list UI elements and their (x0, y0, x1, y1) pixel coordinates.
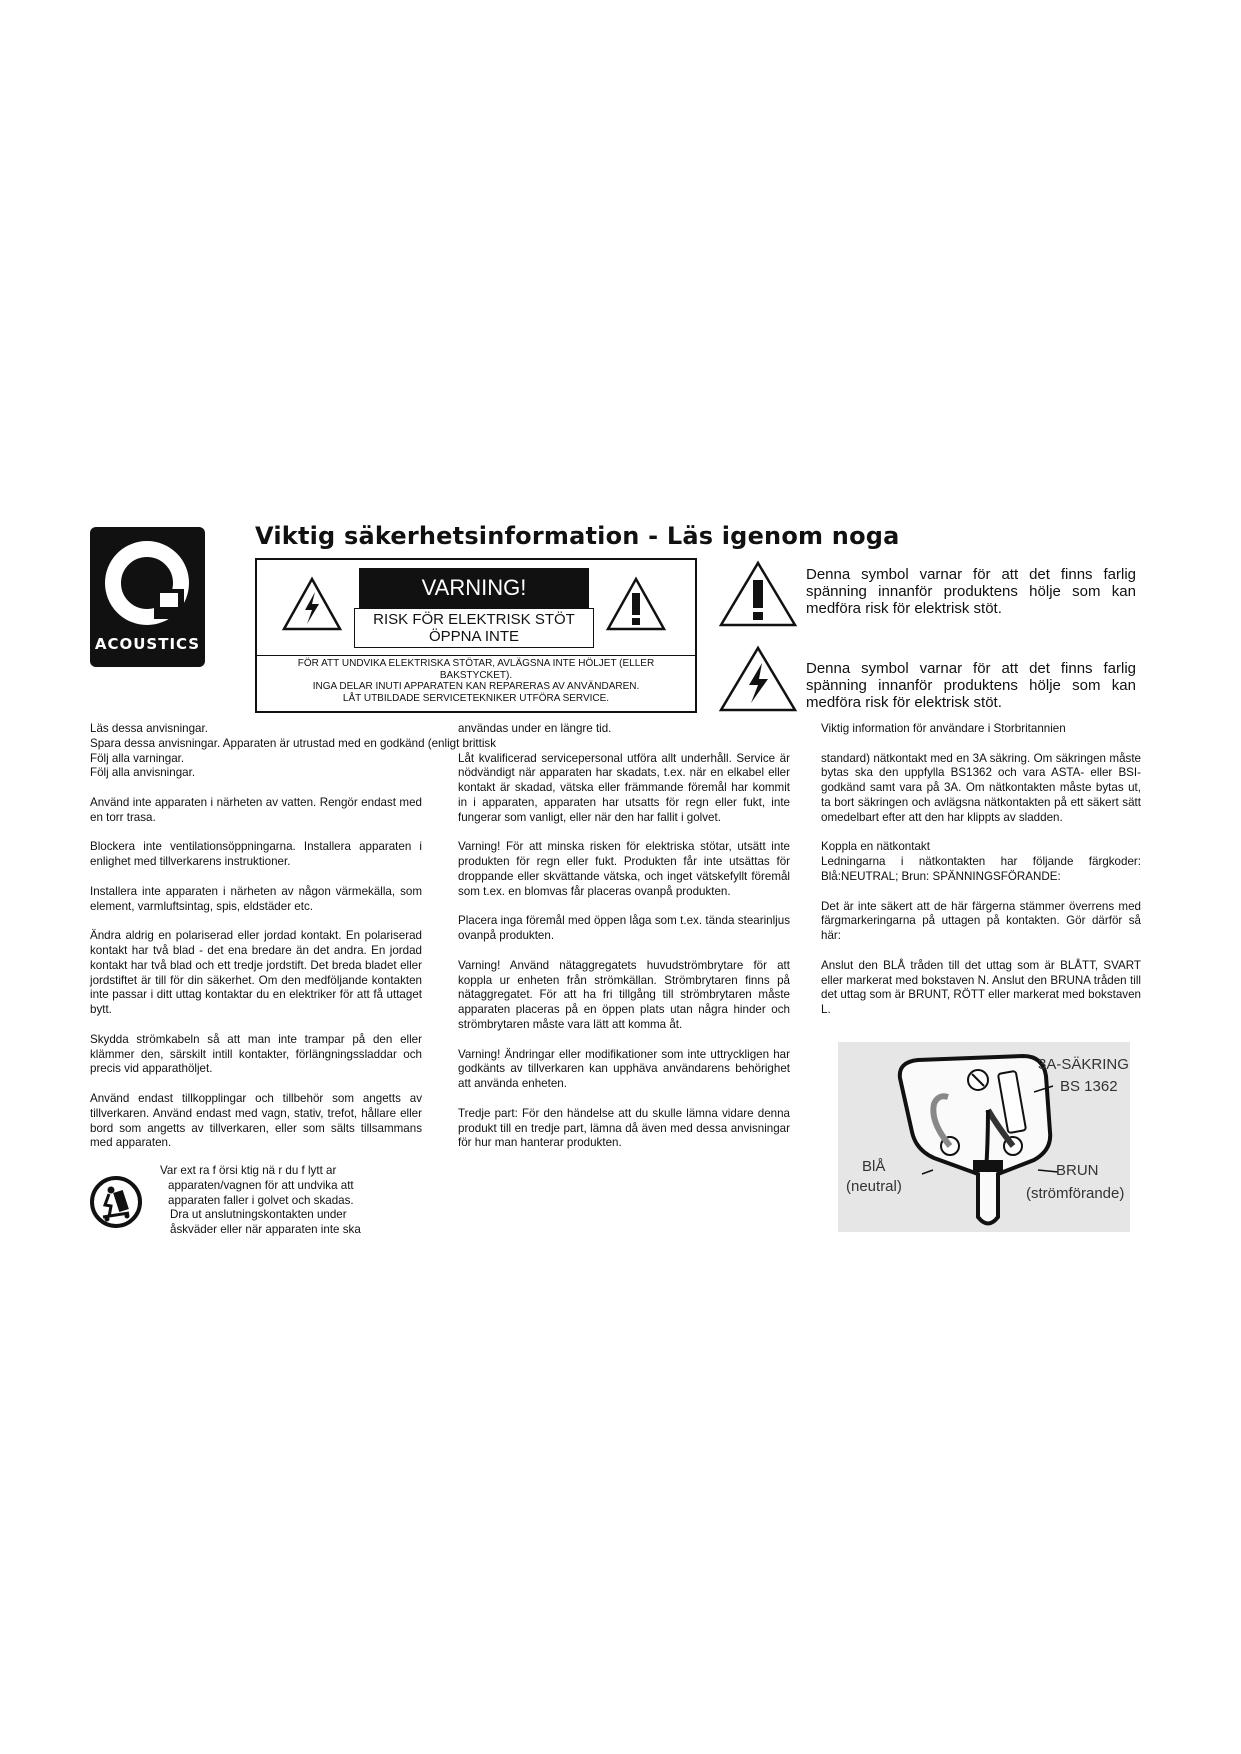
lightning-warning-icon (281, 576, 343, 632)
exclamation-symbol-icon (718, 560, 798, 628)
cart-warning-text (160, 1164, 420, 1238)
cart-line-4: Dra ut anslutningskontakten under (170, 1208, 347, 1222)
warning-small-line-1: FÖR ATT UNDVIKA ELEKTRISKA STÖTAR, AVLÄGSNA INTE HÖLJET (ELLER (297, 658, 655, 669)
warning-box (255, 558, 697, 713)
cart-tipover-warning-icon (89, 1175, 143, 1229)
column-2 (458, 722, 790, 1166)
warning-small-line-2: BAKSTYCKET). (439, 669, 513, 681)
brown-wire-label: BRUN (1056, 1162, 1099, 1179)
col1-paragraph-2: Använd inte apparaten i närheten av vatten. Rengör endast med en torr trasa. (90, 795, 422, 824)
col2-paragraph-4: Placera inga föremål med öppen låga som t.ex. tända stearinljus ovanpå produkten. (458, 914, 790, 943)
risk-line-2: ÖPPNA INTE (428, 628, 520, 645)
logo-text: ACOUSTICS (94, 635, 201, 653)
column-3 (821, 722, 1141, 1033)
exclamation-warning-icon (605, 576, 667, 632)
lightning-symbol-icon (718, 645, 798, 713)
q-logo-icon (102, 533, 193, 633)
risk-label (354, 608, 594, 648)
cart-line-5: åskväder eller när apparaten inte ska (170, 1223, 361, 1237)
col1-line-2: Spara dessa anvisningar. Apparaten är utrustad med en godkänd (enligt brittisk (90, 736, 497, 750)
warning-divider (257, 655, 695, 656)
warning-small-text (261, 658, 691, 704)
cart-line-2: apparaten/vagnen för att undvika att (168, 1178, 354, 1192)
blue-wire-label: BlÅ (862, 1158, 886, 1175)
col2-paragraph-2: Låt kvalificerad servicepersonal utföra allt underhåll. Service är nödvändigt när apparaten har skadats, t.ex. när en elkabel eller kontakt är skadad, vätska eller främmande föremål har kommit in i apparaten, apparaten har utsatts för regn eller fukt, inte fungerar som vanligt, eller när den har fallit i golvet. (458, 751, 790, 824)
blue-wire-sub-label: (neutral) (846, 1178, 902, 1195)
cart-line-3: apparaten faller i golvet och skadas. (168, 1193, 354, 1207)
col2-line-1: användas under en längre tid. (458, 722, 612, 735)
lightning-symbol-text: Denna symbol varnar för att det finns farlig spänning innanför produktens hölje som kan medföra risk för elektrisk stöt. (806, 660, 1136, 711)
col2-paragraph-5: Varning! Använd nätaggregatets huvudströmbrytare för att koppla ur enheten från strömkällan. Strömbrytaren finns på nätaggregatet. För att ha fri tillgång till strömbrytaren måste apparaten placeras på en öppen plats utan några hinder och strömbrytaren måste vara lätt att komma åt. (458, 958, 790, 1031)
plug-diagram (838, 1042, 1130, 1232)
exclamation-symbol-text: Denna symbol varnar för att det finns farlig spänning innanför produktens hölje som kan medföra risk för elektrisk stöt. (806, 566, 1136, 617)
page-title: Viktig säkerhetsinformation - Läs igenom noga (255, 522, 900, 550)
col2-paragraph-7: Tredje part: För den händelse att du skulle lämna vidare denna produkt till en tredje part, lämna då även med dessa anvisningar för hur man hanterar produkten. (458, 1106, 790, 1150)
col3-paragraph-2: standard) nätkontakt med en 3A säkring. Om säkringen måste bytas ska den uppfylla BS1362 och vara ASTA- eller BSI-godkänd samt vara på 3A. Om nätkontakten måste bytas ut, ta bort säkringen och avlägsna nätkontakten på ett säkert sätt omedelbart efter att den har klippts av sladden. (821, 751, 1141, 824)
fuse-standard-label: BS 1362 (1060, 1078, 1118, 1095)
col1-line-3: Följ alla varningar. (90, 751, 185, 765)
cart-line-1: Var ext ra f örsi ktig nä r du f lytt ar (160, 1164, 337, 1177)
col1-paragraph-4: Installera inte apparaten i närheten av någon värmekälla, som element, varmluftsintag, spis, eldstäder etc. (90, 884, 422, 913)
risk-line-1: RISK FÖR ELEKTRISK STÖT (373, 611, 575, 628)
col3-paragraph-5: Anslut den BLÅ tråden till det uttag som är BLÅTT, SVART eller markerat med bokstaven N. Anslut den BRUNA tråden till det uttag som är BRUNT, RÖTT eller markerat med bokstaven L. (821, 958, 1141, 1017)
col1-paragraph-6: Skydda strömkabeln så att man inte trampar på den eller klämmer den, särskilt intill kontakter, förlängningssladdar och precis vid apparathöljet. (90, 1032, 422, 1076)
col3-paragraph-4: Det är inte säkert att de här färgerna stämmer överrens med färgmarkeringarna på uttagen på kontakten. Gör därför så här: (821, 899, 1141, 943)
col3-heading: Koppla en nätkontakt (821, 840, 930, 854)
col1-paragraph-3: Blockera inte ventilationsöppningarna. Installera apparaten i enlighet med tillverkarens instruktioner. (90, 840, 422, 869)
col2-paragraph-3: Varning! För att minska risken för elektriska stötar, utsätt inte produkten för regn eller fukt. Produkten får inte utsättas för droppande eller skvättande vätska, och inget vätskefyllt föremål som t.ex. en blomvas får placeras ovanpå produkten. (458, 840, 790, 898)
col1-paragraph-7: Använd endast tillkopplingar och tillbehör som angetts av tillverkaren. Använd endast med vagn, stativ, trefot, hållare eller bord som angetts av tillverkaren, eller som sälts tillsammans med apparaten. (90, 1091, 422, 1150)
col1-line-1: Läs dessa anvisningar. (90, 722, 208, 735)
q-acoustics-logo (90, 527, 205, 667)
column-1 (90, 722, 497, 1166)
fuse-label: 3A-SÄKRING (1038, 1056, 1129, 1073)
warning-small-line-3: INGA DELAR INUTI APPARATEN KAN REPARERAS AV ANVÄNDAREN. (312, 681, 640, 692)
warning-small-line-4: LÅT UTBILDADE SERVICETEKNIKER UTFÖRA SERVICE. (342, 692, 610, 704)
col1-paragraph-5: Ändra aldrig en polariserad eller jordad kontakt. En polariserad kontakt har två blad - det ena bredare än det andra. En jordad kontakt har två blad och ett tredje jordstift. Det breda bladet eller jordstiftet är till för din säkerhet. Om den medföljande kontakten inte passar i ditt uttag kontaktar du en elektriker för att få uttaget bytt. (90, 929, 422, 1017)
col3-paragraph-1: Viktig information för användare i Storbritannien (821, 722, 1066, 735)
col1-line-4: Följ alla anvisningar. (90, 766, 196, 780)
col2-paragraph-6: Varning! Ändringar eller modifikationer som inte uttryckligen har godkänts av tillverkaren kan upphäva användarens behörighet att använda enheten. (458, 1047, 790, 1091)
brown-wire-sub-label: (strömförande) (1026, 1185, 1125, 1202)
col3-paragraph-3: Ledningarna i nätkontakten har följande färgkoder: Blå:NEUTRAL; Brun: SPÄNNINGSFÖRANDE: (821, 855, 1141, 883)
varning-label: VARNING! (359, 568, 589, 608)
